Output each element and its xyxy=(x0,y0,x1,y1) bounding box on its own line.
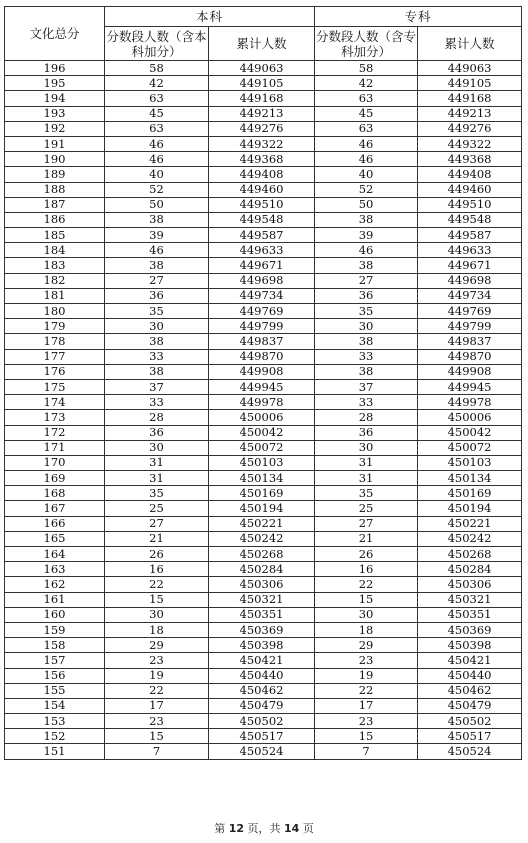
zhuanke-count-cell: 30 xyxy=(315,319,418,334)
benke-count-cell: 46 xyxy=(105,243,209,258)
zhuanke-cumulative-cell: 450268 xyxy=(418,547,522,562)
benke-cumulative-cell: 449510 xyxy=(209,197,315,212)
zhuanke-count-cell: 33 xyxy=(315,395,418,410)
benke-cumulative-cell: 449633 xyxy=(209,243,315,258)
zhuanke-cumulative-cell: 450479 xyxy=(418,698,522,713)
table-row xyxy=(5,91,522,106)
zhuanke-count-cell: 17 xyxy=(315,698,418,713)
benke-count-cell: 30 xyxy=(105,440,209,455)
zhuanke-count-cell: 38 xyxy=(315,364,418,379)
zhuanke-count-cell: 35 xyxy=(315,304,418,319)
benke-cumulative-cell: 450502 xyxy=(209,714,315,729)
score-cell: 180 xyxy=(5,304,105,319)
zhuanke-count-cell: 30 xyxy=(315,440,418,455)
zhuanke-cumulative-cell: 449837 xyxy=(418,334,522,349)
benke-cumulative-cell: 450268 xyxy=(209,547,315,562)
benke-count-cell: 35 xyxy=(105,486,209,501)
benke-cumulative-cell: 449322 xyxy=(209,136,315,151)
benke-count-cell: 50 xyxy=(105,197,209,212)
zhuanke-count-cell: 38 xyxy=(315,334,418,349)
benke-cumulative-cell: 449460 xyxy=(209,182,315,197)
benke-cumulative-cell: 450006 xyxy=(209,410,315,425)
benke-count-cell: 63 xyxy=(105,91,209,106)
table-row xyxy=(5,395,522,410)
benke-count-cell: 26 xyxy=(105,547,209,562)
benke-cumulative-cell: 449548 xyxy=(209,212,315,227)
table-row xyxy=(5,136,522,151)
page-footer xyxy=(0,820,528,836)
benke-cumulative-cell: 449799 xyxy=(209,319,315,334)
benke-cumulative-cell: 449368 xyxy=(209,152,315,167)
score-column-header: 文化总分 xyxy=(5,7,105,61)
score-cell: 160 xyxy=(5,607,105,622)
zhuanke-count-cell: 39 xyxy=(315,228,418,243)
zhuanke-cumulative-cell: 450103 xyxy=(418,455,522,470)
benke-count-cell: 45 xyxy=(105,106,209,121)
zhuanke-count-cell: 63 xyxy=(315,91,418,106)
score-cell: 176 xyxy=(5,364,105,379)
score-cell: 152 xyxy=(5,729,105,744)
benke-count-cell: 38 xyxy=(105,364,209,379)
zhuanke-group-header: 专科 xyxy=(315,7,522,27)
score-cell: 169 xyxy=(5,471,105,486)
zhuanke-count-cell: 46 xyxy=(315,136,418,151)
benke-count-cell: 25 xyxy=(105,501,209,516)
zhuanke-count-cell: 26 xyxy=(315,547,418,562)
table-row xyxy=(5,167,522,182)
table-row xyxy=(5,592,522,607)
benke-cumulative-cell: 450242 xyxy=(209,531,315,546)
score-cell: 184 xyxy=(5,243,105,258)
benke-count-cell: 35 xyxy=(105,304,209,319)
zhuanke-count-header: 分数段人数（含专科加分） xyxy=(316,28,417,59)
zhuanke-count-cell: 22 xyxy=(315,683,418,698)
score-cell: 190 xyxy=(5,152,105,167)
zhuanke-cumulative-cell: 449063 xyxy=(418,61,522,76)
benke-cumulative-cell: 450284 xyxy=(209,562,315,577)
score-cell: 153 xyxy=(5,714,105,729)
zhuanke-cumulative-cell: 449945 xyxy=(418,379,522,394)
benke-count-cell: 58 xyxy=(105,61,209,76)
zhuanke-cumulative-cell: 449734 xyxy=(418,288,522,303)
score-cell: 196 xyxy=(5,61,105,76)
benke-count-cell: 36 xyxy=(105,425,209,440)
zhuanke-count-cell: 22 xyxy=(315,577,418,592)
benke-count-cell: 22 xyxy=(105,683,209,698)
zhuanke-count-cell: 27 xyxy=(315,273,418,288)
benke-cumulative-cell: 450321 xyxy=(209,592,315,607)
zhuanke-count-cell: 38 xyxy=(315,212,418,227)
zhuanke-cumulative-cell: 450194 xyxy=(418,501,522,516)
zhuanke-count-cell: 27 xyxy=(315,516,418,531)
zhuanke-count-cell: 42 xyxy=(315,76,418,91)
footer-middle: 页，共 xyxy=(247,822,281,835)
benke-cumulative-cell: 449837 xyxy=(209,334,315,349)
zhuanke-cumulative-cell: 450072 xyxy=(418,440,522,455)
zhuanke-cumulative-cell: 450006 xyxy=(418,410,522,425)
table-row xyxy=(5,471,522,486)
benke-count-cell: 63 xyxy=(105,121,209,136)
benke-cumulative-cell: 450221 xyxy=(209,516,315,531)
benke-cumulative-cell: 449908 xyxy=(209,364,315,379)
benke-cumulative-cell: 449063 xyxy=(209,61,315,76)
benke-cumulative-header: 累计人数 xyxy=(209,27,315,61)
score-distribution-sheet xyxy=(4,6,521,760)
table-row xyxy=(5,273,522,288)
score-cell: 188 xyxy=(5,182,105,197)
table-row xyxy=(5,288,522,303)
benke-count-cell: 17 xyxy=(105,698,209,713)
benke-cumulative-cell: 450194 xyxy=(209,501,315,516)
table-row xyxy=(5,425,522,440)
score-cell: 170 xyxy=(5,455,105,470)
score-cell: 179 xyxy=(5,319,105,334)
benke-count-cell: 18 xyxy=(105,622,209,637)
zhuanke-cumulative-cell: 449322 xyxy=(418,136,522,151)
zhuanke-count-cell: 33 xyxy=(315,349,418,364)
zhuanke-cumulative-cell: 449769 xyxy=(418,304,522,319)
zhuanke-cumulative-cell: 449870 xyxy=(418,349,522,364)
zhuanke-count-cell: 50 xyxy=(315,197,418,212)
zhuanke-count-cell: 46 xyxy=(315,152,418,167)
benke-cumulative-cell: 449978 xyxy=(209,395,315,410)
table-row xyxy=(5,486,522,501)
score-cell: 186 xyxy=(5,212,105,227)
table-body xyxy=(5,61,522,760)
score-cell: 151 xyxy=(5,744,105,759)
zhuanke-cumulative-cell: 450306 xyxy=(418,577,522,592)
benke-cumulative-cell: 449587 xyxy=(209,228,315,243)
score-cell: 194 xyxy=(5,91,105,106)
benke-cumulative-cell: 449408 xyxy=(209,167,315,182)
benke-cumulative-cell: 450440 xyxy=(209,668,315,683)
table-row xyxy=(5,182,522,197)
table-row xyxy=(5,319,522,334)
zhuanke-cumulative-cell: 450462 xyxy=(418,683,522,698)
score-cell: 167 xyxy=(5,501,105,516)
score-cell: 193 xyxy=(5,106,105,121)
benke-cumulative-cell: 449769 xyxy=(209,304,315,319)
score-cell: 183 xyxy=(5,258,105,273)
table-row xyxy=(5,683,522,698)
benke-cumulative-cell: 449213 xyxy=(209,106,315,121)
zhuanke-count-cell: 36 xyxy=(315,425,418,440)
benke-count-cell: 16 xyxy=(105,562,209,577)
benke-cumulative-cell: 450351 xyxy=(209,607,315,622)
score-cell: 189 xyxy=(5,167,105,182)
benke-count-cell: 29 xyxy=(105,638,209,653)
score-cell: 182 xyxy=(5,273,105,288)
zhuanke-cumulative-cell: 449408 xyxy=(418,167,522,182)
score-cell: 175 xyxy=(5,379,105,394)
table-row xyxy=(5,638,522,653)
benke-cumulative-cell: 450103 xyxy=(209,455,315,470)
score-cell: 156 xyxy=(5,668,105,683)
score-cell: 192 xyxy=(5,121,105,136)
zhuanke-cumulative-cell: 450321 xyxy=(418,592,522,607)
benke-count-cell: 31 xyxy=(105,455,209,470)
zhuanke-cumulative-cell: 449368 xyxy=(418,152,522,167)
benke-count-cell: 30 xyxy=(105,607,209,622)
zhuanke-count-cell: 18 xyxy=(315,622,418,637)
score-cell: 181 xyxy=(5,288,105,303)
benke-cumulative-cell: 449870 xyxy=(209,349,315,364)
table-row xyxy=(5,607,522,622)
score-cell: 161 xyxy=(5,592,105,607)
benke-count-cell: 33 xyxy=(105,395,209,410)
zhuanke-count-cell: 7 xyxy=(315,744,418,759)
table-header xyxy=(5,7,522,61)
zhuanke-cumulative-cell: 450440 xyxy=(418,668,522,683)
table-row xyxy=(5,212,522,227)
benke-count-header: 分数段人数（含本科加分） xyxy=(106,28,207,59)
table-row xyxy=(5,152,522,167)
zhuanke-cumulative-cell: 449460 xyxy=(418,182,522,197)
benke-count-cell: 22 xyxy=(105,577,209,592)
table-row xyxy=(5,455,522,470)
score-cell: 155 xyxy=(5,683,105,698)
benke-cumulative-cell: 450042 xyxy=(209,425,315,440)
score-cell: 195 xyxy=(5,76,105,91)
zhuanke-count-cell: 21 xyxy=(315,531,418,546)
zhuanke-cumulative-cell: 449168 xyxy=(418,91,522,106)
score-cell: 172 xyxy=(5,425,105,440)
score-cell: 157 xyxy=(5,653,105,668)
score-table xyxy=(4,6,522,760)
zhuanke-count-cell: 36 xyxy=(315,288,418,303)
zhuanke-count-cell: 19 xyxy=(315,668,418,683)
table-row xyxy=(5,334,522,349)
benke-count-cell: 23 xyxy=(105,714,209,729)
benke-count-cell: 21 xyxy=(105,531,209,546)
benke-count-cell: 23 xyxy=(105,653,209,668)
table-row xyxy=(5,440,522,455)
benke-cumulative-cell: 449276 xyxy=(209,121,315,136)
table-row xyxy=(5,243,522,258)
benke-count-cell: 42 xyxy=(105,76,209,91)
table-row xyxy=(5,531,522,546)
score-cell: 185 xyxy=(5,228,105,243)
zhuanke-cumulative-cell: 450042 xyxy=(418,425,522,440)
benke-count-cell: 27 xyxy=(105,273,209,288)
zhuanke-cumulative-cell: 450524 xyxy=(418,744,522,759)
zhuanke-count-cell: 23 xyxy=(315,714,418,729)
score-cell: 163 xyxy=(5,562,105,577)
score-cell: 165 xyxy=(5,531,105,546)
zhuanke-cumulative-cell: 449633 xyxy=(418,243,522,258)
zhuanke-count-cell: 38 xyxy=(315,258,418,273)
table-row xyxy=(5,516,522,531)
table-row xyxy=(5,577,522,592)
benke-count-cell: 31 xyxy=(105,471,209,486)
zhuanke-cumulative-cell: 449276 xyxy=(418,121,522,136)
benke-count-cell: 27 xyxy=(105,516,209,531)
score-cell: 168 xyxy=(5,486,105,501)
benke-count-cell: 40 xyxy=(105,167,209,182)
benke-cumulative-cell: 450398 xyxy=(209,638,315,653)
benke-count-cell: 38 xyxy=(105,334,209,349)
score-cell: 159 xyxy=(5,622,105,637)
zhuanke-cumulative-cell: 450398 xyxy=(418,638,522,653)
zhuanke-count-cell: 46 xyxy=(315,243,418,258)
table-row xyxy=(5,106,522,121)
table-row xyxy=(5,729,522,744)
benke-cumulative-cell: 450072 xyxy=(209,440,315,455)
zhuanke-cumulative-cell: 450421 xyxy=(418,653,522,668)
table-row xyxy=(5,562,522,577)
zhuanke-count-cell: 15 xyxy=(315,729,418,744)
zhuanke-cumulative-cell: 450351 xyxy=(418,607,522,622)
table-row xyxy=(5,228,522,243)
benke-count-cell: 30 xyxy=(105,319,209,334)
zhuanke-count-cell: 29 xyxy=(315,638,418,653)
benke-count-cell: 7 xyxy=(105,744,209,759)
zhuanke-count-cell: 16 xyxy=(315,562,418,577)
zhuanke-cumulative-cell: 449671 xyxy=(418,258,522,273)
table-row xyxy=(5,668,522,683)
score-cell: 166 xyxy=(5,516,105,531)
table-row xyxy=(5,304,522,319)
table-row xyxy=(5,622,522,637)
table-row xyxy=(5,258,522,273)
zhuanke-count-cell: 52 xyxy=(315,182,418,197)
table-row xyxy=(5,364,522,379)
zhuanke-count-cell: 40 xyxy=(315,167,418,182)
score-cell: 191 xyxy=(5,136,105,151)
benke-cumulative-cell: 450369 xyxy=(209,622,315,637)
zhuanke-cumulative-cell: 450221 xyxy=(418,516,522,531)
table-row xyxy=(5,76,522,91)
table-row xyxy=(5,653,522,668)
benke-cumulative-cell: 450169 xyxy=(209,486,315,501)
benke-cumulative-cell: 449734 xyxy=(209,288,315,303)
benke-count-cell: 19 xyxy=(105,668,209,683)
table-row xyxy=(5,547,522,562)
table-row xyxy=(5,197,522,212)
score-cell: 173 xyxy=(5,410,105,425)
footer-page-total: 14 xyxy=(284,822,300,835)
zhuanke-count-cell: 25 xyxy=(315,501,418,516)
zhuanke-cumulative-cell: 449978 xyxy=(418,395,522,410)
score-cell: 174 xyxy=(5,395,105,410)
zhuanke-cumulative-cell: 450502 xyxy=(418,714,522,729)
benke-cumulative-cell: 450517 xyxy=(209,729,315,744)
benke-cumulative-cell: 449105 xyxy=(209,76,315,91)
table-row xyxy=(5,121,522,136)
table-row xyxy=(5,349,522,364)
benke-count-cell: 52 xyxy=(105,182,209,197)
table-row xyxy=(5,698,522,713)
zhuanke-count-cell: 23 xyxy=(315,653,418,668)
benke-cumulative-cell: 450479 xyxy=(209,698,315,713)
zhuanke-cumulative-cell: 450169 xyxy=(418,486,522,501)
zhuanke-cumulative-cell: 449799 xyxy=(418,319,522,334)
zhuanke-count-cell: 45 xyxy=(315,106,418,121)
score-cell: 154 xyxy=(5,698,105,713)
score-cell: 162 xyxy=(5,577,105,592)
zhuanke-cumulative-cell: 450517 xyxy=(418,729,522,744)
table-row xyxy=(5,410,522,425)
zhuanke-count-cell: 31 xyxy=(315,471,418,486)
zhuanke-cumulative-cell: 450134 xyxy=(418,471,522,486)
benke-count-cell: 38 xyxy=(105,212,209,227)
table-row xyxy=(5,714,522,729)
benke-count-cell: 38 xyxy=(105,258,209,273)
benke-count-cell: 46 xyxy=(105,136,209,151)
benke-cumulative-cell: 450524 xyxy=(209,744,315,759)
footer-prefix: 第 xyxy=(214,822,226,835)
table-row xyxy=(5,501,522,516)
footer-suffix: 页 xyxy=(302,822,314,835)
zhuanke-count-cell: 63 xyxy=(315,121,418,136)
zhuanke-cumulative-cell: 449105 xyxy=(418,76,522,91)
table-row xyxy=(5,379,522,394)
zhuanke-count-cell: 28 xyxy=(315,410,418,425)
benke-count-cell: 15 xyxy=(105,592,209,607)
zhuanke-cumulative-header: 累计人数 xyxy=(418,27,522,61)
score-cell: 164 xyxy=(5,547,105,562)
benke-cumulative-cell: 449945 xyxy=(209,379,315,394)
benke-count-cell: 39 xyxy=(105,228,209,243)
benke-cumulative-cell: 450462 xyxy=(209,683,315,698)
benke-cumulative-cell: 449168 xyxy=(209,91,315,106)
zhuanke-count-cell: 31 xyxy=(315,455,418,470)
zhuanke-cumulative-cell: 450242 xyxy=(418,531,522,546)
table-row xyxy=(5,744,522,759)
score-cell: 171 xyxy=(5,440,105,455)
benke-cumulative-cell: 449698 xyxy=(209,273,315,288)
zhuanke-count-cell: 35 xyxy=(315,486,418,501)
zhuanke-cumulative-cell: 449213 xyxy=(418,106,522,121)
zhuanke-count-cell: 58 xyxy=(315,61,418,76)
zhuanke-cumulative-cell: 450284 xyxy=(418,562,522,577)
benke-cumulative-cell: 449671 xyxy=(209,258,315,273)
benke-count-cell: 15 xyxy=(105,729,209,744)
score-cell: 178 xyxy=(5,334,105,349)
zhuanke-count-cell: 15 xyxy=(315,592,418,607)
benke-cumulative-cell: 450306 xyxy=(209,577,315,592)
benke-count-cell: 36 xyxy=(105,288,209,303)
zhuanke-cumulative-cell: 449908 xyxy=(418,364,522,379)
footer-page-number: 12 xyxy=(228,822,244,835)
zhuanke-cumulative-cell: 449698 xyxy=(418,273,522,288)
zhuanke-cumulative-cell: 449548 xyxy=(418,212,522,227)
zhuanke-cumulative-cell: 449587 xyxy=(418,228,522,243)
zhuanke-count-cell: 37 xyxy=(315,379,418,394)
benke-cumulative-cell: 450421 xyxy=(209,653,315,668)
benke-count-cell: 33 xyxy=(105,349,209,364)
table-row xyxy=(5,61,522,76)
score-cell: 158 xyxy=(5,638,105,653)
score-cell: 177 xyxy=(5,349,105,364)
zhuanke-cumulative-cell: 449510 xyxy=(418,197,522,212)
benke-count-cell: 46 xyxy=(105,152,209,167)
score-cell: 187 xyxy=(5,197,105,212)
benke-group-header: 本科 xyxy=(105,7,315,27)
zhuanke-cumulative-cell: 450369 xyxy=(418,622,522,637)
benke-count-cell: 28 xyxy=(105,410,209,425)
zhuanke-count-cell: 30 xyxy=(315,607,418,622)
benke-count-cell: 37 xyxy=(105,379,209,394)
benke-cumulative-cell: 450134 xyxy=(209,471,315,486)
